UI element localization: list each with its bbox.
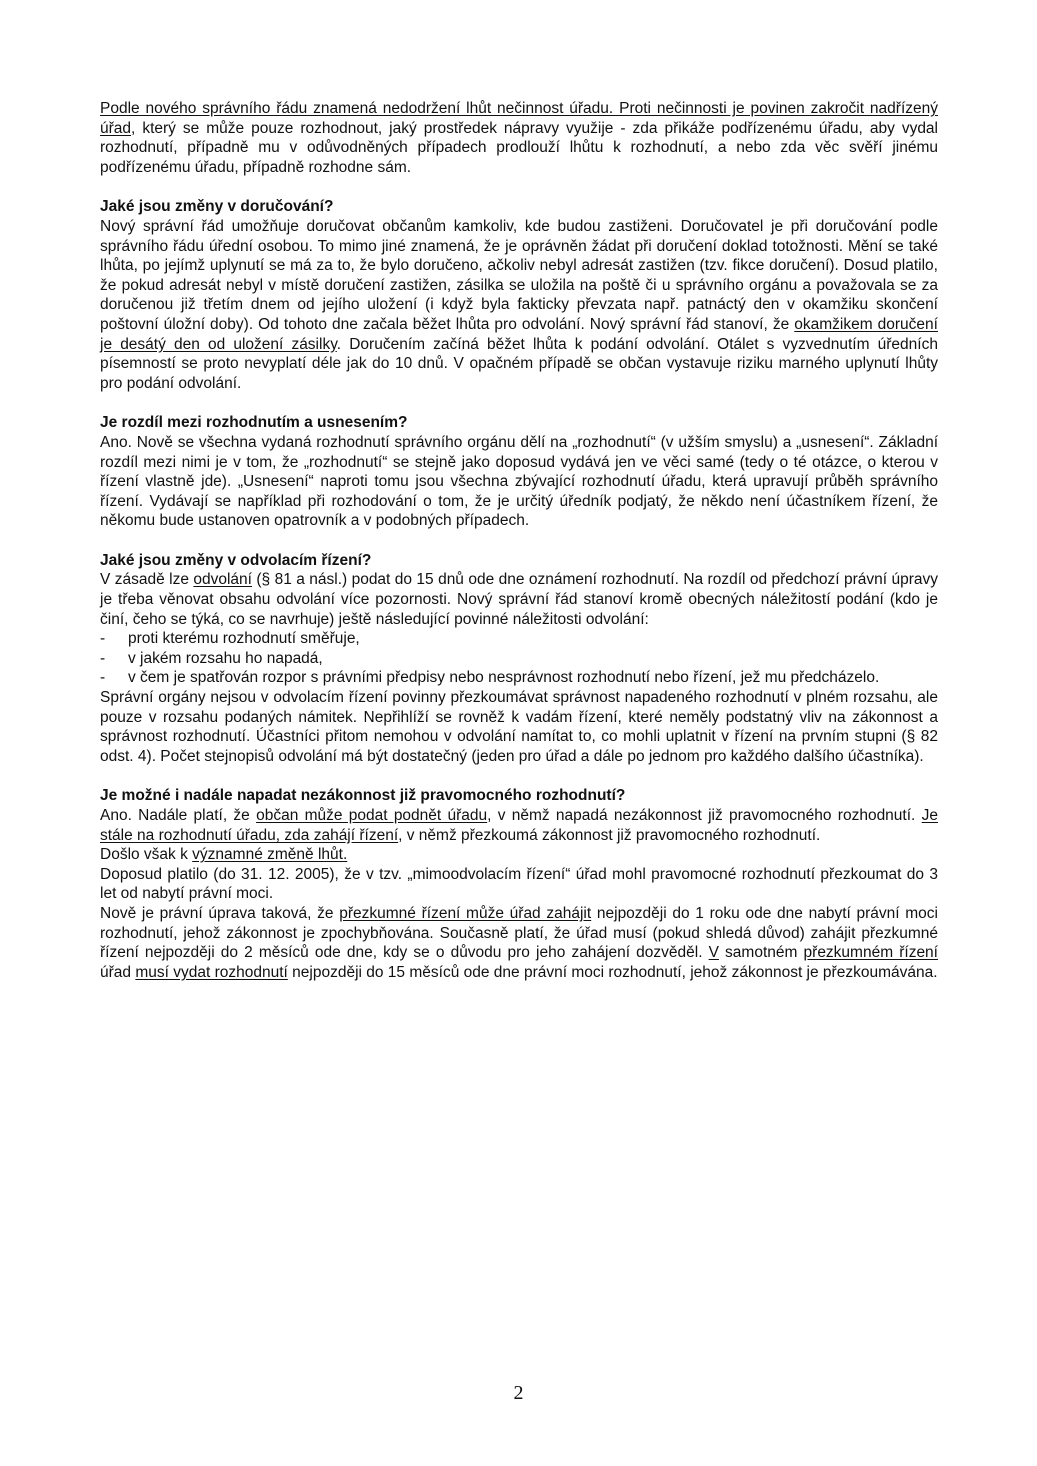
underlined-text: musí vydat rozhodnutí bbox=[135, 963, 288, 981]
appeal-paragraph bbox=[100, 570, 938, 629]
section-heading-delivery: Jaké jsou změny v doručování? bbox=[100, 198, 334, 216]
paragraph-text: úřad bbox=[100, 963, 136, 981]
appeal-requirements-list bbox=[100, 629, 938, 688]
paragraph-text: Nový správní řád umožňuje doručovat občanům kamkoliv, kde budou zastiženi. Doručovatel je při doručování podle správního řádu úřední osobou. To mimo jiné znamená, že je oprávněn žádat při doručení doklad totožnosti. Mění se také lhůta, po jejímž uplynutí se má za to, že bylo doručeno, ačkoliv nebyl adresát zastižen (tzv. fikce doručení). Dosud platilo, že pokud adresát nebyl v místě doručení zastižen, zásilka se uložila na poště či u správního orgánu a považovala se za doručenou již třetím dnem od jejího uložení (i když byla fakticky převzata např. patnáctý den v okamžiku skončení poštovní úložní doby). Od tohoto dne začala běžet lhůta pro odvolání. Nový správní řád stanoví, že bbox=[100, 217, 938, 333]
underlined-text: V bbox=[708, 944, 719, 962]
review-paragraph bbox=[100, 806, 938, 845]
paragraph-text: nejpozději do 1 roku ode dne nabytí právní moci rozhodnutí, jehož zákonnost je zpochybňována. Současně platí, že úřad musí (pokud shledá důvod) zahájit přezkumné řízení nejpozději do 2 měsíců ode dne, kdy se o důvodu pro jeho zahájení dozvěděl. bbox=[100, 904, 938, 962]
review-paragraph-4 bbox=[100, 904, 938, 982]
paragraph-text: Ano. Nadále platí, že bbox=[100, 807, 257, 824]
paragraph-text: samotném bbox=[718, 944, 804, 962]
underlined-text: odvolání bbox=[193, 571, 252, 589]
list-item: - v jakém rozsahu ho napadá, bbox=[100, 649, 938, 669]
paragraph-text: , v němž napadá nezákonnost již pravomocného rozhodnutí. bbox=[487, 807, 922, 824]
underlined-text: okamžikem doručení je desátý den od uložení zásilky bbox=[100, 315, 938, 353]
section-heading-decision-vs-resolution: Je rozdíl mezi rozhodnutím a usnesením? bbox=[100, 414, 408, 432]
paragraph-text: (§ 81 a násl.) podat do 15 dnů ode dne oznámení rozhodnutí. Na rozdíl od předchozí právní úpravy je třeba věnovat obsahu odvolání více pozornosti. Nový správní řád stanoví kromě obecných náležitostí podání (kdo je činí, čeho se týká, co se navrhuje) ještě následující povinné náležitosti odvolání: bbox=[100, 571, 938, 628]
underlined-text: významné změně lhůt. bbox=[192, 846, 348, 864]
delivery-paragraph bbox=[100, 217, 938, 393]
review-paragraph-3: Doposud platilo (do 31. 12. 2005), že v tzv. „mimoodvolacím řízení“ úřad mohl pravomocné rozhodnutí přezkoumat do 3 let od nabytí právní moci. bbox=[100, 865, 938, 903]
section-heading-review: Je možné i nadále napadat nezákonnost již pravomocného rozhodnutí? bbox=[100, 787, 626, 805]
appeal-paragraph-2: Správní orgány nejsou v odvolacím řízení povinny přezkoumávat správnost napadeného rozhodnutí v plném rozsahu, ale pouze v rozsahu podaných námitek. Nepřihlíží se rovněž k vadám řízení, které neměly podstatný vliv na zákonnost a správnost rozhodnutí. Účastníci přitom nemohou v odvolání namítat to, co mohli uplatnit v řízení na prvním stupni (§ 82 odst. 4). Počet stejnopisů odvolání má být dostatečný (jeden pro úřad a dále po jednom pro každého dalšího účastníka). bbox=[100, 689, 938, 765]
paragraph-text: Došlo však k bbox=[100, 846, 193, 864]
paragraph-text: V zásadě lze bbox=[100, 571, 194, 589]
underlined-text: přezkumném řízení bbox=[803, 944, 938, 962]
decision-paragraph: Ano. Nově se všechna vydaná rozhodnutí správního orgánu dělí na „rozhodnutí“ (v užším smyslu) a „usnesení“. Základní rozdíl mezi nimi je v tom, že „rozhodnutí“ se stejně jako doposud vydává jen ve věci samé (tedy o té otázce, o kterou v řízení vlastně jde). „Usnesení“ naproti tomu jsou všechna zbývající rozhodnutí úřadu, která upravují průběh správního řízení. Vydávají se například při rozhodování o tom, že je určitý úředník podjatý, že někdo není účastníkem řízení, že někomu bude ustanoven opatrovník a v podobných případech. bbox=[100, 433, 938, 530]
underlined-text: přezkumné řízení může úřad zahájit bbox=[339, 904, 592, 922]
paragraph-text: . Doručením začíná běžet lhůta k podání odvolání. Otálet s vyzvednutím úředních písemností se proto nevyplatí déle jak do 10 dnů. V opačném případě se občan vystavuje riziku marného uplynutí lhůty pro podání odvolání. bbox=[100, 335, 938, 392]
underlined-text: občan může podat podnět úřadu bbox=[256, 807, 488, 824]
paragraph-text: , v němž přezkoumá zákonnost již pravomocného rozhodnutí. bbox=[398, 826, 821, 844]
underlined-text: Je stále na rozhodnutí úřadu, zda zahájí řízení bbox=[100, 807, 938, 844]
intro-paragraph bbox=[100, 99, 938, 177]
list-item: - proti kterému rozhodnutí směřuje, bbox=[100, 629, 938, 649]
review-paragraph-2 bbox=[100, 845, 938, 865]
paragraph-text: , který se může pouze rozhodnout, jaký prostředek nápravy využije - zda přikáže podřízenému úřadu, aby vydal rozhodnutí, případně mu v odůvodněných případech prodlouží lhůtu k rozhodnutí, a nebo zda věc svěří jinému podřízenému úřadu, případně rozhodne sám. bbox=[100, 119, 938, 176]
document-body bbox=[100, 99, 938, 982]
page-number: 2 bbox=[513, 1382, 524, 1404]
paragraph-text: nejpozději do 15 měsíců ode dne právní moci rozhodnutí, jehož zákonnost je přezkoumávána. bbox=[287, 963, 938, 981]
underlined-text: Podle nového správního řádu znamená nedodržení lhůt nečinnost úřadu. Proti nečinnosti je povinen zakročit nadřízený úřad bbox=[100, 100, 938, 137]
list-item: - v čem je spatřován rozpor s právními předpisy nebo nesprávnost rozhodnutí nebo řízení, jež mu předcházelo. bbox=[100, 668, 938, 688]
paragraph-text: Nově je právní úprava taková, že bbox=[100, 904, 340, 922]
section-heading-appeal: Jaké jsou změny v odvolacím řízení? bbox=[100, 551, 372, 569]
